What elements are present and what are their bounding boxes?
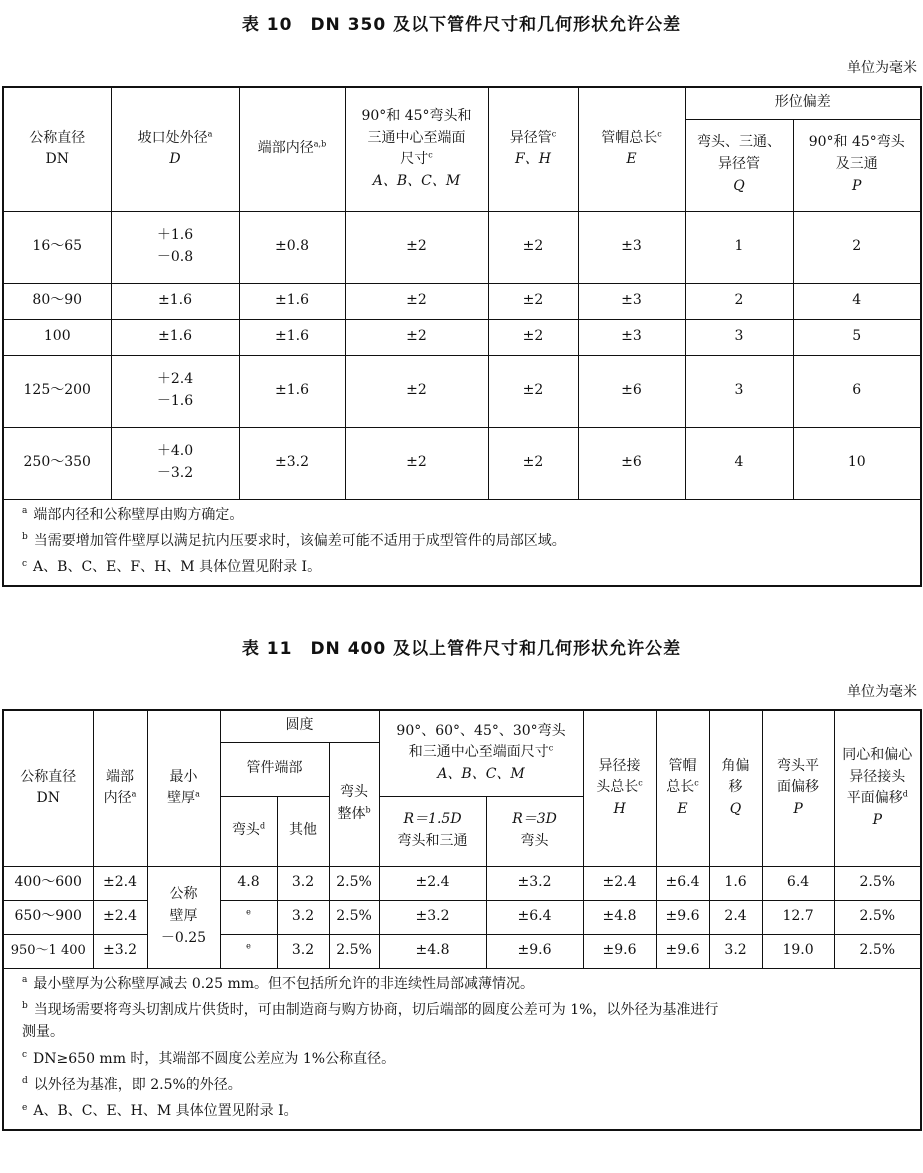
t11-header-pipe-end: 管件端部 <box>220 742 329 796</box>
table-row <box>3 934 921 968</box>
footnote: $^d$ 以外径为基准，即 2.5%的外径。 <box>22 1076 242 1094</box>
table10 <box>2 86 922 587</box>
t11-header-inner: 端部 内径$^a$ <box>93 710 147 866</box>
table11 <box>2 709 922 1131</box>
t10-cell-inner: ±1.6 <box>239 283 345 319</box>
footnote: $^e$ A、B、C、E、H、M 具体位置见附录 I。 <box>22 1102 298 1120</box>
t11-cell-elbow: 4.8 <box>220 866 277 900</box>
t10-cell-cap: ±6 <box>578 355 685 427</box>
t10-cell-center: ±2 <box>345 319 488 355</box>
t10-cell-bevel: ＋2.4 －1.6 <box>111 355 239 427</box>
footnote: $^b$ 当现场需要将弯头切割成片供货时，可由制造商与购方协商，切后端部的圆度公差可为 1%，以外径为基准进行 测量。 <box>22 1001 719 1041</box>
t11-header-roundness: 圆度 <box>220 710 379 742</box>
t11-header-elbow-end: 弯头$^d$ <box>220 796 277 866</box>
t10-cell-p: 5 <box>793 319 921 355</box>
t10-cell-reducer: ±2 <box>488 319 578 355</box>
t11-cell-other: 3.2 <box>277 934 329 968</box>
t10-header-inner: 端部内径$^{a,b}$ <box>239 87 345 211</box>
t10-cell-q: 4 <box>685 427 793 499</box>
t11-cell-cap: ±6.4 <box>656 866 709 900</box>
t10-cell-inner: ±0.8 <box>239 211 345 283</box>
t11-cell-dn: 650～900 <box>3 900 93 934</box>
footnote: $^b$ 当需要增加管件壁厚以满足抗内压要求时，该偏差可能不适用于成型管件的局部区域。 <box>22 532 566 549</box>
t10-header-form-group: 形位偏差 <box>685 87 921 119</box>
t10-cell-center: ±2 <box>345 355 488 427</box>
t11-header-r15: R＝1.5D 弯头和三通 <box>379 796 486 866</box>
t10-cell-reducer: ±2 <box>488 283 578 319</box>
t11-header-plane: 弯头平 面偏移 P <box>762 710 834 866</box>
t11-cell-inner: ±2.4 <box>93 900 147 934</box>
table11-unit: 单位为毫米 <box>847 684 917 700</box>
t11-cell-ecc: 2.5% <box>834 900 921 934</box>
t10-cell-q: 1 <box>685 211 793 283</box>
t11-cell-inner: ±3.2 <box>93 934 147 968</box>
t10-cell-p: 4 <box>793 283 921 319</box>
table-row <box>3 355 921 427</box>
t11-cell-elbow: e <box>220 934 277 968</box>
t10-header-cap: 管帽总长$^c$ E <box>578 87 685 211</box>
t11-cell-reducer: ±4.8 <box>583 900 656 934</box>
t11-cell-reducer: ±9.6 <box>583 934 656 968</box>
t10-cell-p: 10 <box>793 427 921 499</box>
t11-header-reducer: 异径接 头总长$^c$ H <box>583 710 656 866</box>
t10-cell-bevel: ＋4.0 －3.2 <box>111 427 239 499</box>
t11-header-nominal: 公称直径 DN <box>3 710 93 866</box>
t11-cell-r3: ±3.2 <box>486 866 583 900</box>
t11-cell-other: 3.2 <box>277 900 329 934</box>
t11-header-r3: R＝3D 弯头 <box>486 796 583 866</box>
t10-cell-reducer: ±2 <box>488 211 578 283</box>
table-row <box>3 427 921 499</box>
t11-header-cap: 管帽 总长$^c$ E <box>656 710 709 866</box>
t11-cell-ecc: 2.5% <box>834 934 921 968</box>
table10-caption: 表 10 DN 350 及以下管件尺寸和几何形状允许公差 <box>241 15 682 35</box>
t11-header-eccentric: 同心和偏心 异径接头 平面偏移$^d$ P <box>834 710 921 866</box>
t10-header-center: 90°和 45°弯头和 三通中心至端面 尺寸$^c$ A、B、C、M <box>345 87 488 211</box>
t10-header-form-q: 弯头、三通、 异径管 Q <box>685 119 793 211</box>
table-row <box>3 319 921 355</box>
t11-cell-q: 2.4 <box>709 900 762 934</box>
footnote: $^a$ 端部内径和公称壁厚由购方确定。 <box>22 505 244 523</box>
t10-header-reducer: 异径管$^c$ F、H <box>488 87 578 211</box>
footnote: $^c$ DN≥650 mm 时，其端部不圆度公差应为 1%公称直径。 <box>22 1050 396 1067</box>
t11-cell-p: 6.4 <box>762 866 834 900</box>
t11-cell-dn: 400～600 <box>3 866 93 900</box>
t11-notes <box>3 968 921 1130</box>
t10-cell-reducer: ±2 <box>488 355 578 427</box>
t11-cell-cap: ±9.6 <box>656 900 709 934</box>
table-row <box>3 866 921 900</box>
t11-header-other: 其他 <box>277 796 329 866</box>
t10-cell-dn: 250～350 <box>3 427 111 499</box>
t10-cell-cap: ±3 <box>578 319 685 355</box>
t10-cell-p: 6 <box>793 355 921 427</box>
t11-header-angle: 角偏 移 Q <box>709 710 762 866</box>
t10-cell-inner: ±3.2 <box>239 427 345 499</box>
t10-cell-dn: 100 <box>3 319 111 355</box>
t11-cell-body: 2.5% <box>329 866 379 900</box>
t11-cell-r15: ±3.2 <box>379 900 486 934</box>
t11-cell-elbow: e <box>220 900 277 934</box>
t11-header-elbow-body: 弯头 整体$^b$ <box>329 742 379 866</box>
t10-cell-dn: 16～65 <box>3 211 111 283</box>
table10-unit: 单位为毫米 <box>847 60 917 76</box>
t11-cell-r3: ±9.6 <box>486 934 583 968</box>
t10-header-form-p: 90°和 45°弯头 及三通 P <box>793 119 921 211</box>
footnote: $^a$ 最小壁厚为公称壁厚减去 0.25 mm。但不包括所允许的非连续性局部减薄情况。 <box>22 974 534 992</box>
t10-cell-q: 3 <box>685 319 793 355</box>
table-row <box>3 283 921 319</box>
t10-cell-center: ±2 <box>345 427 488 499</box>
t10-cell-inner: ±1.6 <box>239 319 345 355</box>
t11-cell-inner: ±2.4 <box>93 866 147 900</box>
t10-cell-bevel: ±1.6 <box>111 319 239 355</box>
t10-cell-q: 2 <box>685 283 793 319</box>
t11-cell-q: 3.2 <box>709 934 762 968</box>
t11-cell-body: 2.5% <box>329 934 379 968</box>
t11-cell-q: 1.6 <box>709 866 762 900</box>
footnote: $^c$ A、B、C、E、F、H、M 具体位置见附录 I。 <box>22 558 322 576</box>
t10-cell-q: 3 <box>685 355 793 427</box>
t10-cell-dn: 80～90 <box>3 283 111 319</box>
table-row <box>3 211 921 283</box>
t11-cell-p: 19.0 <box>762 934 834 968</box>
t10-cell-dn: 125～200 <box>3 355 111 427</box>
t11-cell-reducer: ±2.4 <box>583 866 656 900</box>
t10-cell-center: ±2 <box>345 283 488 319</box>
t10-cell-bevel: ±1.6 <box>111 283 239 319</box>
t11-cell-r3: ±6.4 <box>486 900 583 934</box>
t11-cell-other: 3.2 <box>277 866 329 900</box>
t11-cell-p: 12.7 <box>762 900 834 934</box>
t11-cell-body: 2.5% <box>329 900 379 934</box>
t10-cell-center: ±2 <box>345 211 488 283</box>
t11-cell-minwall: 公称 壁厚 －0.25 <box>147 866 220 968</box>
t11-cell-cap: ±9.6 <box>656 934 709 968</box>
t11-cell-ecc: 2.5% <box>834 866 921 900</box>
t10-cell-cap: ±6 <box>578 427 685 499</box>
t10-header-nominal: 公称直径 DN <box>3 87 111 211</box>
t10-notes <box>3 499 921 586</box>
t10-cell-reducer: ±2 <box>488 427 578 499</box>
t10-cell-inner: ±1.6 <box>239 355 345 427</box>
t10-header-bevel: 坡口处外径$^a$ D <box>111 87 239 211</box>
t11-cell-r15: ±2.4 <box>379 866 486 900</box>
t10-cell-cap: ±3 <box>578 211 685 283</box>
t11-cell-dn: 950～1 400 <box>3 934 93 968</box>
t11-cell-r15: ±4.8 <box>379 934 486 968</box>
table11-caption: 表 11 DN 400 及以上管件尺寸和几何形状允许公差 <box>241 639 682 659</box>
t10-cell-p: 2 <box>793 211 921 283</box>
t11-header-center: 90°、60°、45°、30°弯头 和三通中心至端面尺寸$^c$ A、B、C、M <box>379 710 583 796</box>
t11-header-minwall: 最小 壁厚$^a$ <box>147 710 220 866</box>
t10-cell-cap: ±3 <box>578 283 685 319</box>
table-row <box>3 900 921 934</box>
t10-cell-bevel: ＋1.6 －0.8 <box>111 211 239 283</box>
